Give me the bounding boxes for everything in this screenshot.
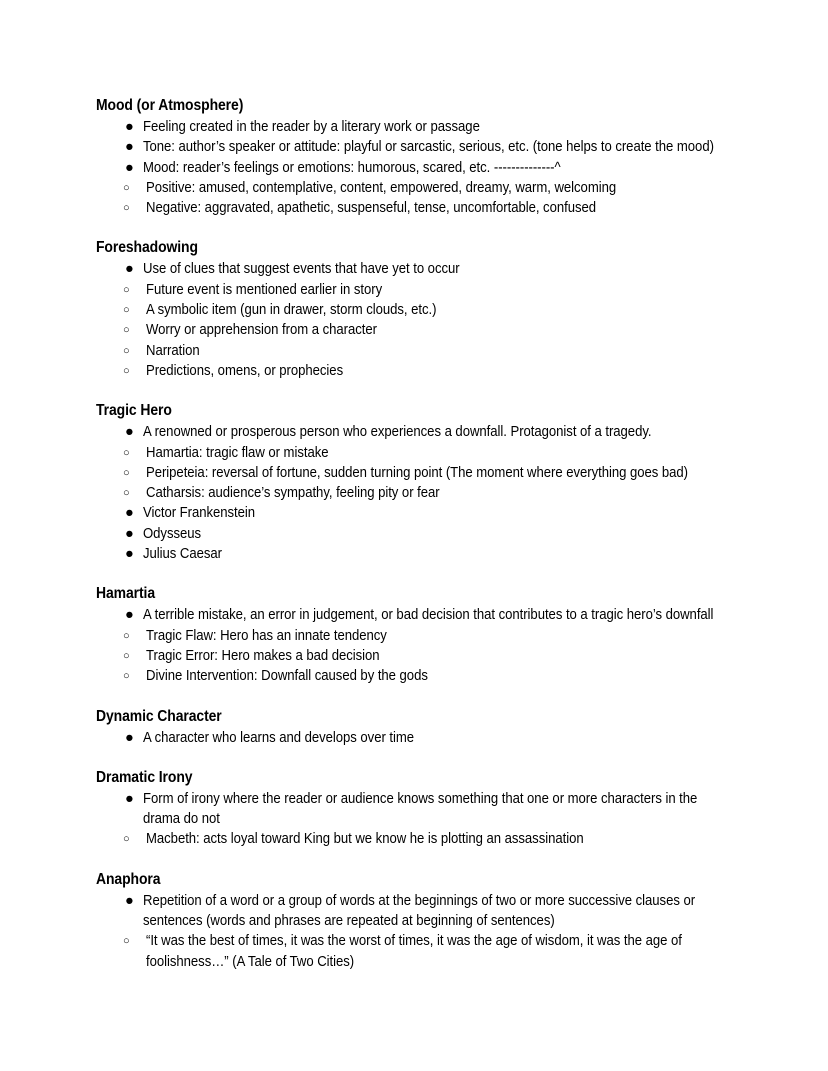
- sub-list-item: [96, 361, 720, 381]
- bullet-circle-icon: ○: [123, 283, 130, 296]
- list-item: [96, 259, 720, 279]
- bullet-disc-icon: ●: [125, 424, 134, 441]
- bullet-circle-icon: ○: [123, 202, 130, 215]
- bullet-circle-icon: ○: [123, 304, 130, 317]
- bullet-list: [96, 728, 720, 748]
- sub-bullet-list: [96, 626, 720, 687]
- bullet-disc-icon: ●: [125, 525, 134, 542]
- list-item-text: Use of clues that suggest events that have yet to occur: [143, 261, 460, 278]
- sub-list-item-text: “It was the best of times, it was the worst of times, it was the age of wisdom, it was the age of foolishness…” (A Tale of Two Cities): [146, 933, 682, 970]
- term-section: [96, 401, 720, 564]
- list-item-text: Tone: author’s speaker or attitude: playful or sarcastic, serious, etc. (tone helps to create the mood): [143, 139, 714, 156]
- sub-bullet-list: [96, 280, 720, 381]
- sub-list-item: [96, 483, 720, 503]
- sub-list-item-text: Predictions, omens, or prophecies: [146, 362, 344, 379]
- list-item: [96, 891, 720, 932]
- term-section: [96, 96, 720, 218]
- term-section: [96, 584, 720, 686]
- sub-list-item: [96, 931, 720, 972]
- section-heading: Dynamic Character: [96, 707, 222, 725]
- bullet-circle-icon: ○: [123, 181, 130, 194]
- bullet-circle-icon: ○: [123, 670, 130, 683]
- sub-list-item: [96, 280, 720, 300]
- list-item: [96, 137, 720, 157]
- term-section: [96, 870, 720, 972]
- bullet-disc-icon: ●: [125, 607, 134, 624]
- list-item: [96, 789, 720, 830]
- list-item: [96, 544, 720, 564]
- bullet-disc-icon: ●: [125, 546, 134, 563]
- bullet-list: [96, 117, 720, 218]
- bullet-list: [96, 789, 720, 850]
- list-item: [96, 422, 720, 442]
- section-heading: Anaphora: [96, 870, 161, 888]
- bullet-disc-icon: ●: [125, 159, 134, 176]
- sub-list-item-text: Hamartia: tragic flaw or mistake: [146, 444, 329, 461]
- bullet-list: [96, 605, 720, 686]
- sub-list-item-text: Catharsis: audience’s sympathy, feeling pity or fear: [146, 485, 440, 502]
- bullet-disc-icon: ●: [125, 892, 134, 909]
- sub-list-item: [96, 341, 720, 361]
- sub-bullet-list: [96, 931, 720, 972]
- sub-list-item-text: Positive: amused, contemplative, content, empowered, dreamy, warm, welcoming: [146, 179, 617, 196]
- sub-list-item: [96, 829, 720, 849]
- sub-list-item-text: Macbeth: acts loyal toward King but we know he is plotting an assassination: [146, 831, 584, 848]
- bullet-disc-icon: ●: [125, 119, 134, 135]
- list-item: [96, 158, 720, 178]
- sub-list-item-text: Peripeteia: reversal of fortune, sudden turning point (The moment where everything goes bad): [146, 464, 688, 481]
- sub-bullet-list: [96, 829, 720, 849]
- sub-list-item: [96, 178, 720, 198]
- bullet-disc-icon: ●: [125, 729, 134, 746]
- list-item: [96, 117, 720, 137]
- bullet-circle-icon: ○: [123, 833, 130, 846]
- bullet-disc-icon: ●: [125, 261, 134, 278]
- list-item-text: Odysseus: [143, 525, 202, 542]
- bullet-list: [96, 891, 720, 972]
- bullet-circle-icon: ○: [123, 466, 130, 479]
- term-section: [96, 707, 720, 748]
- sub-list-item-text: Future event is mentioned earlier in story: [146, 281, 383, 298]
- sub-list-item-text: A symbolic item (gun in drawer, storm clouds, etc.): [146, 302, 437, 319]
- sub-list-item: [96, 666, 720, 686]
- sub-list-item-text: Negative: aggravated, apathetic, suspenseful, tense, uncomfortable, confused: [146, 200, 597, 217]
- bullet-disc-icon: ●: [125, 505, 134, 522]
- list-item: [96, 503, 720, 523]
- bullet-circle-icon: ○: [123, 649, 130, 662]
- sub-list-item: [96, 300, 720, 320]
- sub-list-item: [96, 198, 720, 218]
- sub-list-item: [96, 320, 720, 340]
- list-item-text: Victor Frankenstein: [143, 505, 256, 522]
- list-item: [96, 605, 720, 625]
- section-heading: Dramatic Irony: [96, 768, 193, 786]
- sub-bullet-list: [96, 178, 720, 219]
- sub-bullet-list: [96, 443, 720, 504]
- list-item-text: Mood: reader’s feelings or emotions: humorous, scared, etc. --------------^: [143, 159, 561, 176]
- bullet-circle-icon: ○: [123, 344, 130, 357]
- bullet-disc-icon: ●: [125, 139, 134, 156]
- list-item-text: A renowned or prosperous person who experiences a downfall. Protagonist of a tragedy.: [143, 424, 652, 441]
- bullet-circle-icon: ○: [123, 364, 130, 377]
- sub-list-item-text: Tragic Error: Hero makes a bad decision: [146, 647, 380, 664]
- sub-list-item: [96, 463, 720, 483]
- bullet-circle-icon: ○: [123, 935, 130, 948]
- bullet-circle-icon: ○: [123, 446, 130, 459]
- sub-list-item-text: Divine Intervention: Downfall caused by the gods: [146, 668, 428, 685]
- list-item-text: A terrible mistake, an error in judgement, or bad decision that contributes to a tragic hero’s downfall: [143, 607, 714, 624]
- sub-list-item-text: Tragic Flaw: Hero has an innate tendency: [146, 627, 387, 644]
- bullet-list: [96, 422, 720, 564]
- section-heading: Foreshadowing: [96, 239, 198, 257]
- bullet-disc-icon: ●: [125, 790, 134, 807]
- list-item-text: Form of irony where the reader or audience knows something that one or more characters in the drama do not: [143, 790, 698, 828]
- sub-list-item: [96, 443, 720, 463]
- bullet-circle-icon: ○: [123, 629, 130, 642]
- term-section: [96, 768, 720, 850]
- notes-body: [96, 96, 720, 972]
- bullet-circle-icon: ○: [123, 324, 130, 337]
- list-item-text: A character who learns and develops over time: [143, 729, 415, 746]
- bullet-list: [96, 259, 720, 381]
- bullet-circle-icon: ○: [123, 487, 130, 500]
- list-item-text: Julius Caesar: [143, 546, 222, 563]
- section-heading: Hamartia: [96, 585, 155, 603]
- list-item: [96, 524, 720, 544]
- sub-list-item: [96, 626, 720, 646]
- sub-list-item-text: Worry or apprehension from a character: [146, 322, 377, 339]
- term-section: [96, 238, 720, 381]
- sub-list-item: [96, 646, 720, 666]
- section-heading: Tragic Hero: [96, 402, 172, 420]
- list-item-text: Repetition of a word or a group of words at the beginnings of two or more successive clauses or sentences (words and phrases are repeated at beginning of sentences): [143, 892, 696, 930]
- section-heading: Mood (or Atmosphere): [96, 97, 244, 114]
- list-item-text: Feeling created in the reader by a literary work or passage: [143, 119, 480, 135]
- sub-list-item-text: Narration: [146, 342, 200, 359]
- list-item: [96, 728, 720, 748]
